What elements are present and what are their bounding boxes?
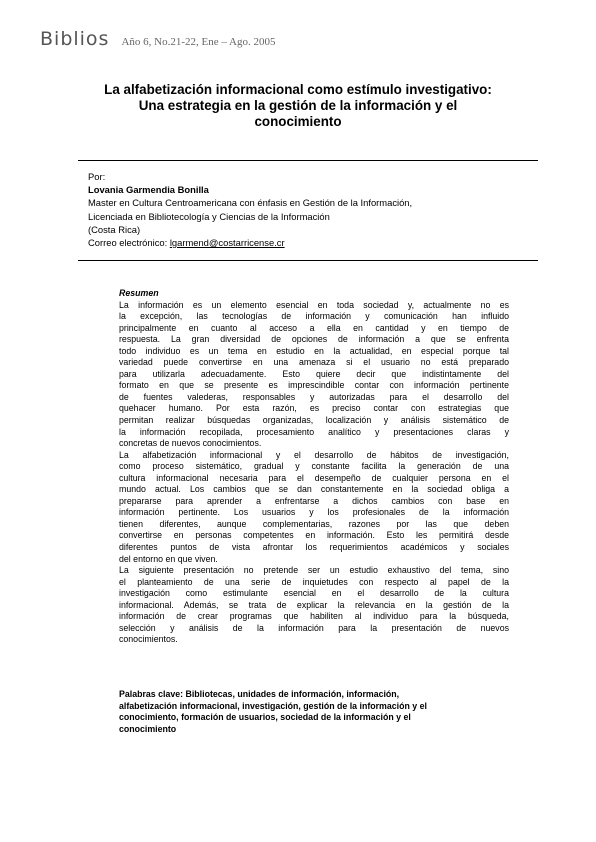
abstract-line: la información recopilada, procesamiento analítico y presentaciones claras y	[119, 426, 509, 437]
abstract-line: tienen diferentes, aunque complementarias, razones por las que deben	[119, 518, 509, 529]
keywords-line: conocimiento	[119, 723, 177, 734]
author-credential: Licenciada en Bibliotecología y Ciencias de la Información	[88, 210, 330, 222]
keywords	[119, 689, 509, 735]
author-block	[88, 170, 528, 249]
title-line: Una estrategia en la gestión de la información y el	[138, 98, 458, 113]
abstract-line: información pertinente. Los usuarios y los profesionales de la información	[119, 507, 509, 518]
author-credential: Master en Cultura Centroamericana con énfasis en Gestión de la Información,	[88, 197, 413, 209]
abstract-line: mundo actual. Los cambios que se dan constantemente en la sociedad obliga a	[119, 484, 509, 495]
abstract-line: La siguiente presentación no pretende ser un estudio exhaustivo del tema, sino	[119, 565, 509, 576]
abstract-line: como proceso sistemático, gradual y constante facilita la generación de una	[119, 461, 509, 472]
abstract-line: quehacer humano. Por esta razón, es preciso contar con estrategias que	[119, 403, 509, 414]
abstract-line: prepararse para aprender a enfrentarse a dichos cambios con base en	[119, 495, 509, 506]
abstract-line: respuesta. La gran diversidad de opciones de información a que se enfrenta	[119, 334, 509, 345]
running-header	[40, 28, 275, 50]
journal-logo: Biblios	[40, 28, 110, 50]
abstract-line: formato en que se presente es imprescindible contar con información pertinente	[119, 380, 509, 391]
abstract-line: variedad puede convertirse en una amenaza si el usuario no está preparado	[119, 357, 509, 368]
abstract	[119, 288, 509, 646]
abstract-line: la excepción, las tecnologías de información y comunicación han influido	[119, 311, 509, 322]
abstract-line: diferentes puntos de vista afrontar los requerimientos académicos y sociales	[119, 542, 509, 553]
abstract-line: convertirse en personas competentes en información. Esto les permitirá desde	[119, 530, 509, 541]
email-link[interactable]: lgarmend@costarricense.cr	[169, 237, 285, 249]
abstract-line: todo individuo es un tema en estudio en la actualidad, en especial porque tal	[119, 345, 509, 356]
by-label: Por:	[88, 171, 106, 182]
abstract-line: del entorno en que viven.	[119, 553, 218, 564]
abstract-line: informacional. Además, se trata de explicar la relevancia en la gestión de la	[119, 599, 509, 610]
abstract-heading: Resumen	[119, 288, 159, 298]
abstract-line: principalmente en cuanto al acceso a ella en cantidad y en tiempo de	[119, 322, 509, 333]
top-divider	[78, 160, 538, 161]
keywords-line: alfabetización informacional, investigación, gestión de la información y el	[119, 700, 427, 711]
title-line: La alfabetización informacional como estímulo investigativo:	[104, 82, 492, 97]
bottom-divider	[78, 260, 538, 261]
abstract-line: La información es un elemento esencial en toda sociedad y, actualmente no es	[119, 299, 509, 310]
issue-info: Año 6, No.21-22, Ene – Ago. 2005	[121, 36, 276, 48]
author-country: (Costa Rica)	[88, 223, 141, 235]
abstract-line: concretas de nuevos conocimientos.	[119, 438, 262, 449]
email-label: Correo electrónico:	[88, 237, 170, 249]
title-line: conocimiento	[254, 114, 342, 129]
abstract-line: el planteamiento de una serie de inquietudes con respecto al papel de la	[119, 576, 509, 587]
keywords-line: conocimiento, formación de usuarios, sociedad de la información y el	[119, 712, 411, 723]
keywords-line: Palabras clave: Bibliotecas, unidades de información, información,	[119, 689, 400, 699]
abstract-line: conocimientos.	[119, 634, 178, 645]
abstract-line: cultura informacional necesaria para el desempeño de cualquier persona en el	[119, 472, 509, 483]
abstract-line: de fuentes valederas, responsables y autorizadas para el desarrollo del	[119, 391, 509, 402]
email-row	[88, 236, 528, 249]
author-name: Lovania Garmendia Bonilla	[88, 184, 209, 196]
abstract-line: para utilizarla adecuadamente. Esto quiere decir que indistintamente del	[119, 368, 509, 379]
abstract-line: información de crear programas que habiliten al individuo para la búsqueda,	[119, 611, 509, 622]
abstract-line: permitan realizar búsquedas organizadas, localización y análisis sistemático de	[119, 415, 509, 426]
abstract-line: La alfabetización informacional y el desarrollo de hábitos de investigación,	[119, 449, 509, 460]
abstract-line: selección y análisis de la información para la presentación de nuevos	[119, 622, 509, 633]
abstract-line: investigación como estimulante esencial en el desarrollo de la cultura	[119, 588, 509, 599]
article-title	[40, 82, 556, 130]
